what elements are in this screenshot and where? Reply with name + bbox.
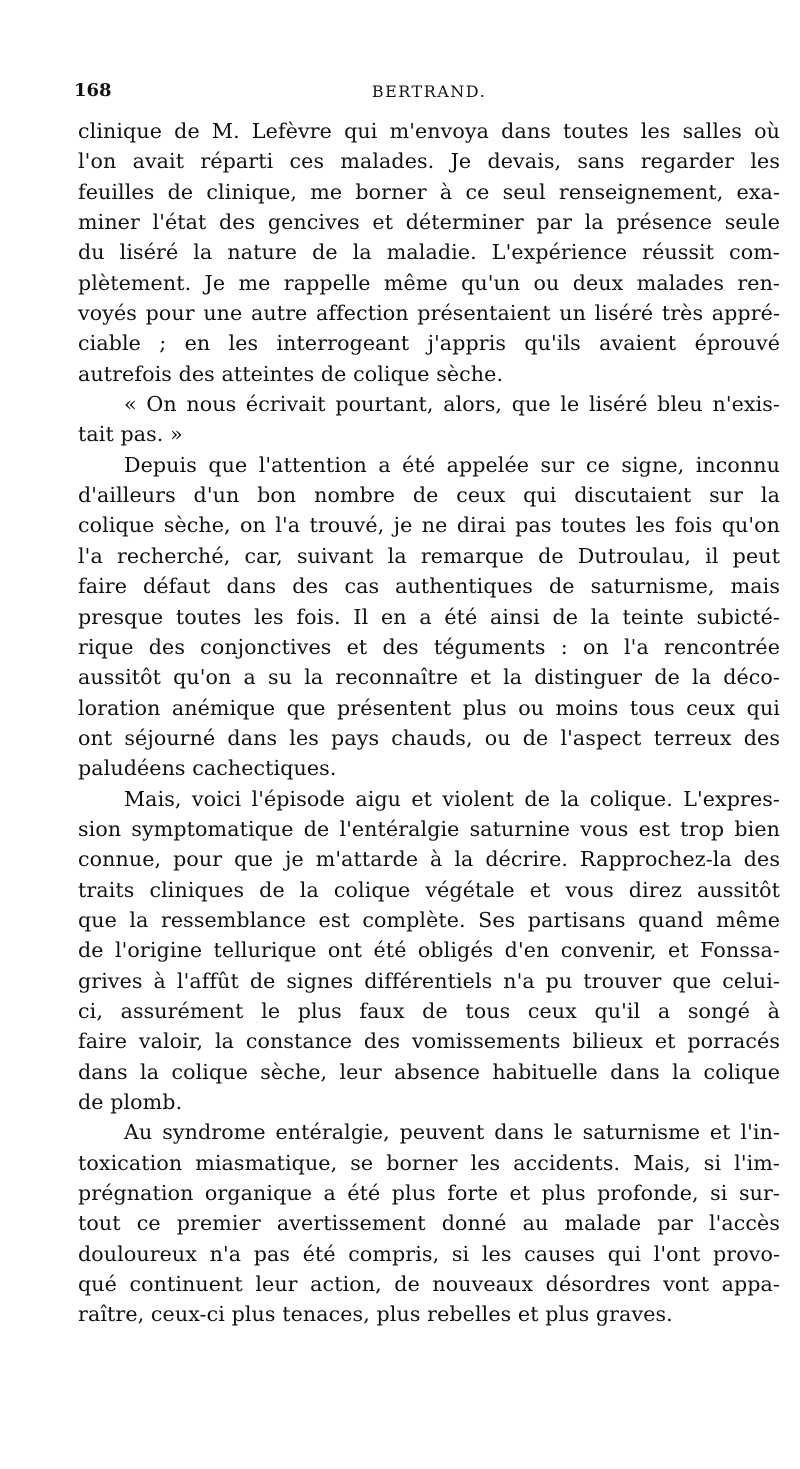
text-line: feuilles de clinique, me borner à ce seul renseignement, exa- — [78, 179, 780, 204]
text-line: grives à l'affût de signes différentiels n'a pu trouver que celui- — [78, 968, 780, 993]
page-header — [74, 80, 780, 116]
text-line: Mais, voici l'épisode aigu et violent de la colique. L'expres- — [124, 786, 780, 811]
text-line: voyés pour une autre affection présentaient un liséré très appré- — [78, 301, 780, 326]
text-line: de plomb. — [78, 1090, 183, 1114]
text-line: aussitôt qu'on a su la reconnaître et la distinguer de la déco- — [78, 665, 780, 690]
text-line: ciable ; en les interrogeant j'appris qu'ils avaient éprouvé — [78, 331, 780, 356]
text-line: tait pas. » — [78, 422, 183, 447]
text-line: de l'origine tellurique ont été obligés d'en convenir, et Fonssa- — [78, 938, 780, 963]
text-line: l'a recherché, car, suivant la remarque de Dutroulau, il peut — [78, 543, 780, 568]
text-line: ci, assurément le plus faux de tous ceux qu'il a songé à — [78, 998, 780, 1023]
text-line: plètement. Je me rappelle même qu'un ou deux malades ren- — [78, 270, 780, 295]
text-line: autrefois des atteintes de colique sèche. — [78, 361, 504, 386]
text-line: sion symptomatique de l'entéralgie saturnine vous est trop bien — [78, 816, 780, 841]
page-number: 168 — [74, 80, 112, 101]
text-line: prégnation organique a été plus forte et plus profonde, si sur- — [78, 1181, 780, 1206]
body-text — [78, 116, 780, 1330]
text-line: traits cliniques de la colique végétale et vous direz aussitôt — [78, 877, 780, 902]
text-line: l'on avait réparti ces malades. Je devais, sans regarder les — [78, 149, 780, 174]
text-line: colique sèche, on l'a trouvé, je ne dirai pas toutes les fois qu'on — [78, 513, 780, 538]
text-line: Depuis que l'attention a été appelée sur ce signe, inconnu — [124, 452, 780, 477]
text-line: ont séjourné dans les pays chauds, ou de l'aspect terreux des — [78, 725, 780, 750]
text-line: du liséré la nature de la maladie. L'expérience réussit com- — [78, 240, 780, 265]
text-line: clinique de M. Lefèvre qui m'envoya dans toutes les salles où — [78, 119, 780, 143]
text-line: miner l'état des gencives et déterminer par la présence seule — [78, 210, 780, 235]
text-line: faire valoir, la constance des vomissements bilieux et porracés — [78, 1029, 780, 1054]
text-line: Au syndrome entéralgie, peuvent dans le saturnisme et l'in- — [124, 1120, 780, 1145]
running-head: BERTRAND. — [371, 82, 487, 101]
text-line: rique des conjonctives et des téguments : on l'a rencontrée — [78, 634, 780, 659]
text-line: loration anémique que présentent plus ou moins tous ceux qui — [78, 695, 780, 720]
text-line: presque toutes les fois. Il en a été ainsi de la teinte subicté- — [78, 604, 780, 629]
text-line: « On nous écrivait pourtant, alors, que le liséré bleu n'exis- — [124, 392, 780, 417]
text-line: dans la colique sèche, leur absence habituelle dans la colique — [78, 1059, 780, 1084]
text-line: tout ce premier avertissement donné au malade par l'accès — [78, 1211, 780, 1236]
text-line: connue, pour que je m'attarde à la décrire. Rapprochez-la des — [78, 847, 780, 872]
document-page — [74, 80, 780, 1330]
text-line: faire défaut dans des cas authentiques de saturnisme, mais — [78, 574, 780, 599]
text-line: toxication miasmatique, se borner les accidents. Mais, si l'im- — [78, 1150, 780, 1175]
text-line: paludéens cachectiques. — [78, 756, 337, 781]
text-line: douloureux n'a pas été compris, si les causes qui l'ont provo- — [78, 1241, 780, 1266]
text-line: raître, ceux-ci plus tenaces, plus rebelles et plus graves. — [78, 1302, 673, 1327]
text-line: qué continuent leur action, de nouveaux désordres vont appa- — [78, 1272, 780, 1297]
text-line: d'ailleurs d'un bon nombre de ceux qui discutaient sur la — [78, 483, 780, 508]
text-line: que la ressemblance est complète. Ses partisans quand même — [78, 907, 780, 932]
